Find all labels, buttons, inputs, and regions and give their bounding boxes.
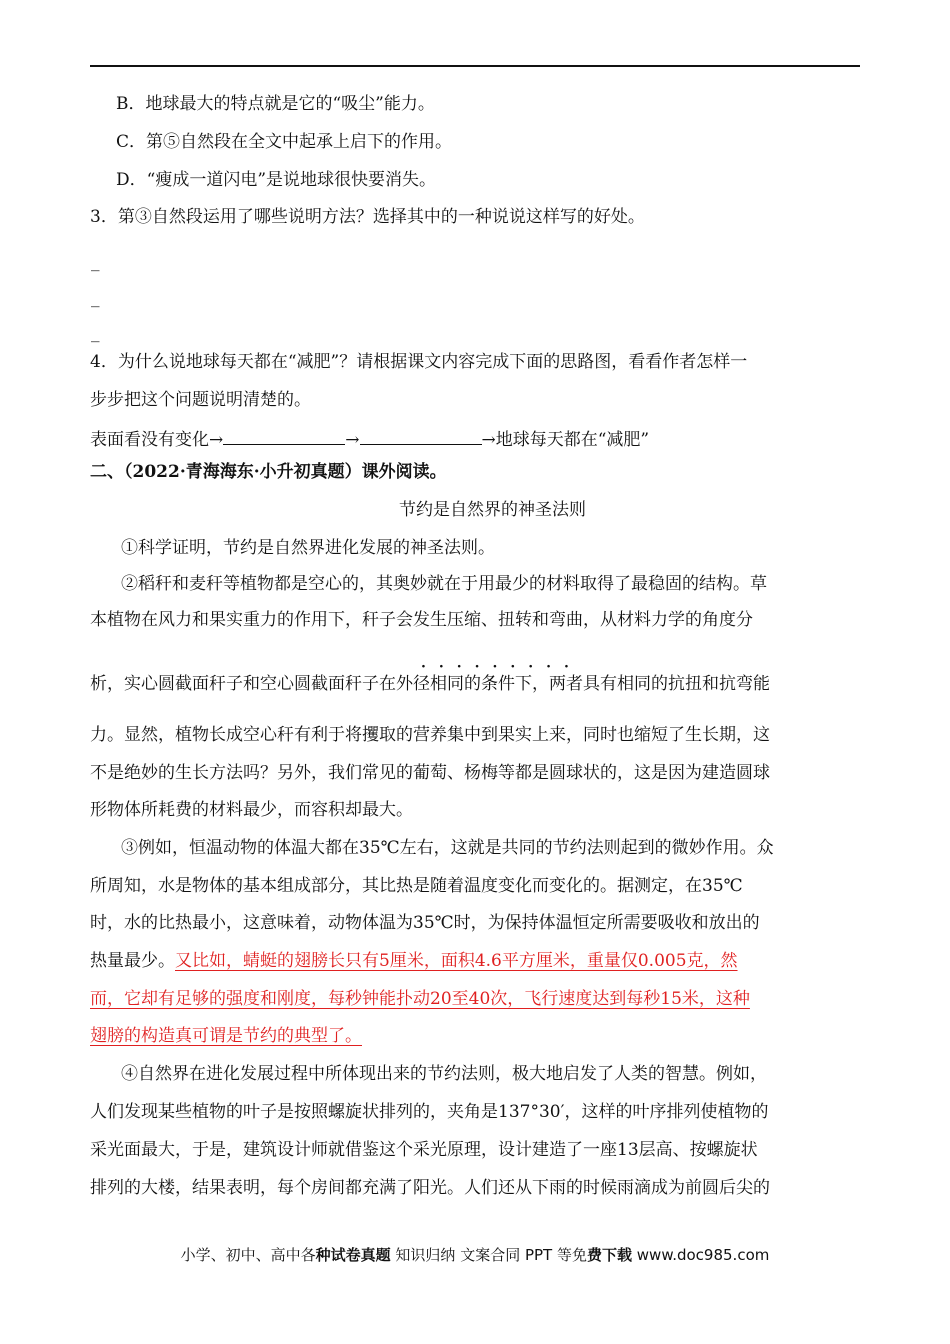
option-d: D．“瘦成一道闪电”是说地球很快要消失。: [116, 170, 437, 190]
flow-end: →地球每天都在“减肥”: [481, 430, 650, 450]
footer-text-e: 费下载: [587, 1246, 633, 1264]
paragraph-3-line-2: 所周知，水是物体的基本组成部分，其比热是随着温度变化而变化的。据测定，在35℃: [90, 876, 743, 896]
paragraph-2-line-1: ②稻秆和麦秆等植物都是空心的，其奥妙就在于用最少的材料取得了最稳固的结构。草: [121, 574, 767, 594]
paragraph-4-line-1: ④自然界在进化发展过程中所体现出来的节约法则，极大地启发了人类的智慧。例如，: [121, 1064, 767, 1084]
answer-line-2[interactable]: _: [91, 288, 100, 308]
top-rule: [90, 65, 860, 67]
paragraph-3-line-4-plain: 热量最少。: [90, 951, 175, 971]
paragraph-4-line-4: 排列的大楼，结果表明，每个房间都充满了阳光。人们还从下雨的时候雨滴成为前圆后尖的: [90, 1178, 770, 1198]
footer-link[interactable]: www.doc985.com: [632, 1246, 770, 1264]
emphasis-dots: ·········: [421, 659, 582, 675]
paragraph-4-line-3: 采光面最大，于是，建筑设计师就借鉴这个采光原理，设计建造了一座13层高、按螺旋状: [90, 1140, 758, 1160]
page-footer: [0, 1244, 950, 1266]
question-3: 3．第③自然段运用了哪些说明方法？选择其中的一种说说这样写的好处。: [90, 207, 645, 227]
paragraph-3-line-3: 时，水的比热最小，这意味着，动物体温为35℃时，为保持体温恒定所需要吸收和放出的: [90, 913, 760, 933]
paragraph-1: ①科学证明，节约是自然界进化发展的神圣法则。: [121, 538, 495, 558]
paragraph-2-line-2: 本植物在风力和果实重力的作用下，秆子会发生压缩、扭转和弯曲，从材料力学的角度分: [90, 610, 753, 630]
answer-line-1[interactable]: _: [91, 252, 100, 272]
paragraph-3-line-4: [90, 949, 738, 973]
article-title: 节约是自然界的神圣法则: [399, 500, 586, 520]
paragraph-2-line-5: 不是绝妙的生长方法吗？另外，我们常见的葡萄、杨梅等都是圆球状的，这是因为建造圆球: [90, 763, 770, 783]
answer-line-3[interactable]: _: [91, 323, 100, 343]
footer-text-c: 知识归纳: [390, 1246, 461, 1264]
highlighted-sentence-middle: 而，它却有足够的强度和刚度，每秒钟能扑动20至40次，飞行速度达到每秒15米，这种: [90, 989, 750, 1009]
footer-text-d: 文案合同 PPT 等免: [460, 1246, 587, 1264]
question-4-line-1: 4．为什么说地球每天都在“减肥”？请根据课文内容完成下面的思路图，看看作者怎样一: [90, 352, 748, 372]
paragraph-4-line-2: 人们发现某些植物的叶子是按照螺旋状排列的，夹角是137°30′，这样的叶序排列使植物的: [90, 1102, 769, 1122]
flow-arrow: →: [345, 430, 360, 450]
paragraph-2-line-4: 力。显然，植物长成空心秆有利于将攫取的营养集中到果实上来，同时也缩短了生长期，这: [90, 725, 770, 745]
flow-blank-1[interactable]: [223, 426, 345, 445]
footer-text-b: 种试卷真题: [315, 1246, 391, 1264]
paragraph-3-line-1: ③例如，恒温动物的体温大都在35℃左右，这就是共同的节约法则起到的微妙作用。众: [121, 838, 774, 858]
footer-text-a: 小学、初中、高中各: [180, 1246, 316, 1264]
paragraph-2-line-3: 析，实心圆截面秆子和空心圆截面秆子在外径相同的条件下，两者具有相同的抗扭和抗弯能: [90, 674, 770, 694]
thinking-flow: [90, 426, 649, 452]
highlighted-sentence-end: 翅膀的构造真可谓是节约的典型了。: [90, 1026, 362, 1046]
question-4-line-2: 步步把这个问题说明清楚的。: [90, 390, 311, 410]
paragraph-2-line-6: 形物体所耗费的材料最少，而容积却最大。: [90, 800, 413, 820]
section-heading: 二、（2022·青海海东·小升初真题）课外阅读。: [90, 462, 447, 482]
option-b: B．地球最大的特点就是它的“吸尘”能力。: [116, 94, 435, 114]
flow-blank-2[interactable]: [360, 426, 482, 445]
flow-start: 表面看没有变化→: [90, 430, 224, 450]
option-c: C．第⑤自然段在全文中起承上启下的作用。: [116, 132, 453, 152]
highlighted-sentence-start: 又比如，蜻蜓的翅膀长只有5厘米，面积4.6平方厘米，重量仅0.005克，然: [175, 951, 738, 971]
